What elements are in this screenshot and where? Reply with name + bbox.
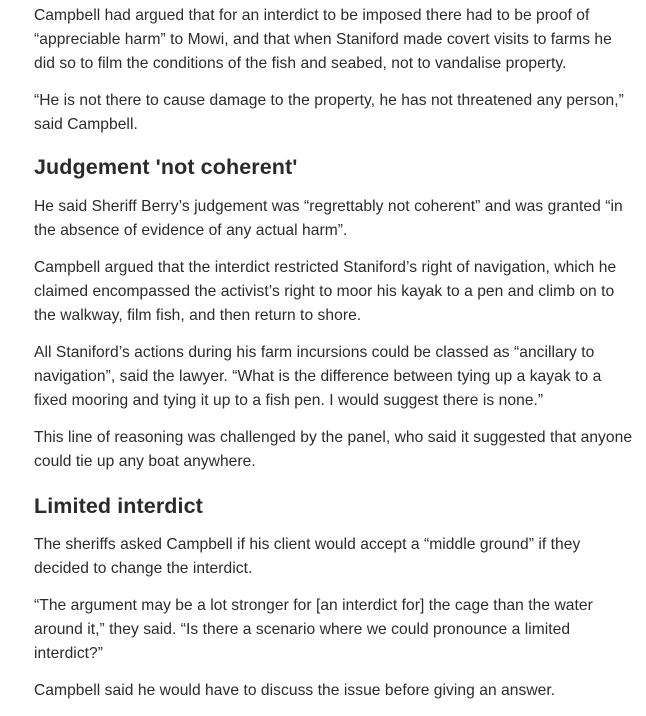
article-body bbox=[34, 4, 634, 716]
paragraph: Campbell said he would have to discuss the issue before giving an answer. bbox=[34, 682, 556, 699]
paragraph: The sheriffs asked Campbell if his client would accept a “middle ground” if they decided to change the interdict. bbox=[34, 536, 581, 577]
section-heading-judgement: Judgement 'not coherent' bbox=[34, 155, 298, 179]
paragraph: “The argument may be a lot stronger for [an interdict for] the cage than the water around it,” they said. “Is there a scenario where we could pronounce a limited interdict?” bbox=[34, 597, 593, 662]
paragraph: “He is not there to cause damage to the property, he has not threatened any person,” said Campbell. bbox=[34, 92, 624, 133]
paragraph: He said Sheriff Berry’s judgement was “regrettably not coherent” and was granted “in the absence of evidence of any actual harm”. bbox=[34, 198, 623, 239]
section-heading-limited-interdict: Limited interdict bbox=[34, 494, 203, 518]
paragraph: Campbell argued that the interdict restricted Staniford’s right of navigation, which he claimed encompassed the activist’s right to moor his kayak to a pen and climb on to the walkway, film fish, and then return to shore. bbox=[34, 259, 617, 324]
paragraph: Campbell had argued that for an interdict to be imposed there had to be proof of “appreciable harm” to Mowi, and that when Staniford made covert visits to farms he did so to film the conditions of the fish and seabed, not to vandalise property. bbox=[34, 7, 612, 72]
paragraph: This line of reasoning was challenged by the panel, who said it suggested that anyone could tie up any boat anywhere. bbox=[34, 429, 633, 470]
paragraph: All Staniford’s actions during his farm incursions could be classed as “ancillary to navigation”, said the lawyer. “What is the difference between tying up a kayak to a fixed mooring and tying it up to a fish pen. I would suggest there is none.” bbox=[34, 344, 602, 409]
